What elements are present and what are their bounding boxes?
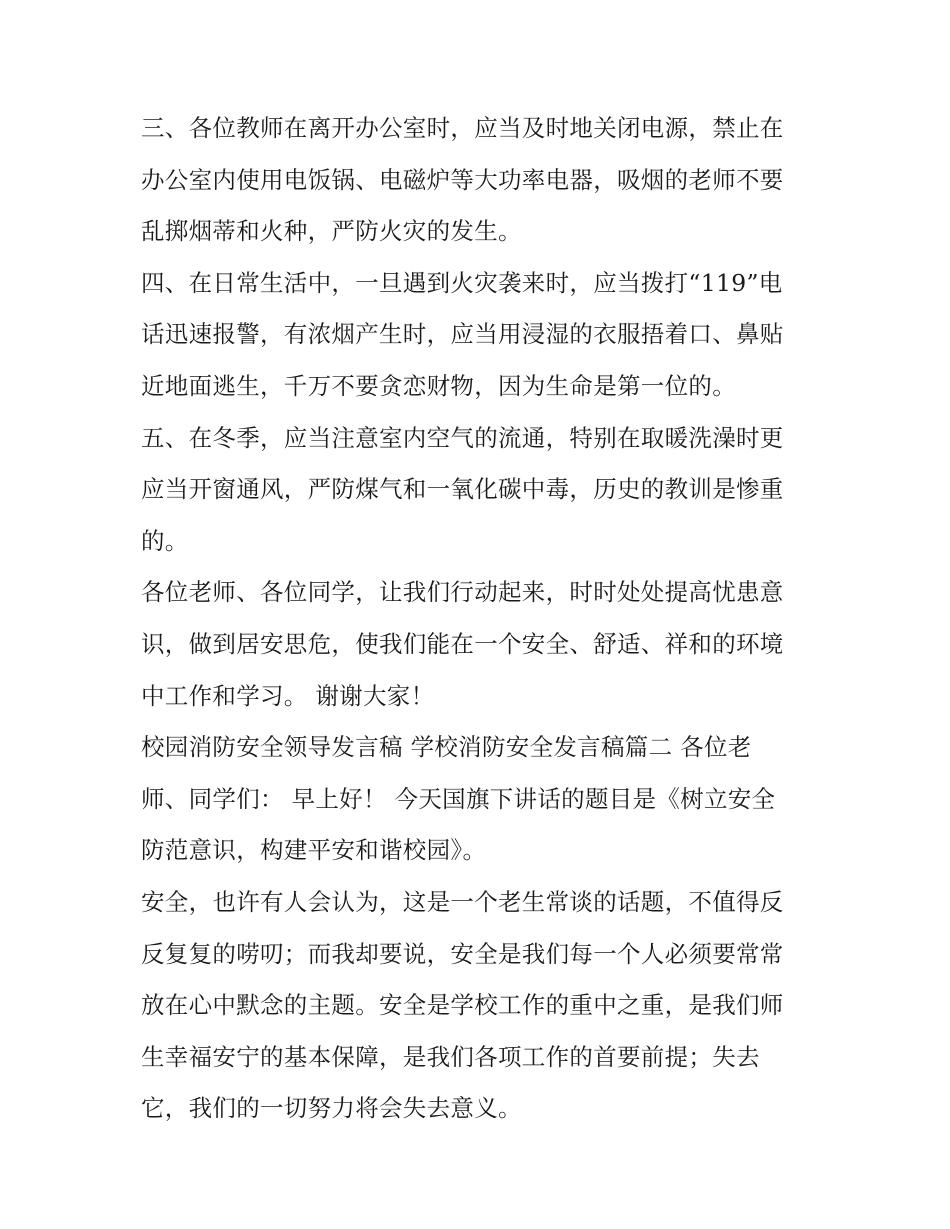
text-line: 话迅速报警，有浓烟产生时，应当用浸湿的衣服捂着口、鼻贴 — [141, 320, 784, 349]
text-line: 中工作和学习。 谢谢大家！ — [141, 681, 435, 710]
text-line: 四、在日常生活中，一旦遇到火灾袭来时，应当拨打“119”电 — [141, 268, 783, 297]
text-line: 它，我们的一切努力将会失去意义。 — [141, 1094, 522, 1123]
text-line: 办公室内使用电饭锅、电磁炉等大功率电器，吸烟的老师不要 — [141, 165, 784, 194]
text-line: 师、同学们： 早上好！ 今天国旗下讲话的题目是《树立安全 — [141, 784, 776, 813]
document-body — [141, 103, 821, 1135]
text-line: 近地面逃生，千万不要贪恋财物，因为生命是第一位的。 — [141, 371, 736, 400]
text-line: 应当开窗通风，严防煤气和一氧化碳中毒，历史的教训是惨重 — [141, 475, 784, 504]
text-line: 生幸福安宁的基本保障，是我们各项工作的首要前提；失去 — [141, 1042, 760, 1071]
text-line: 的。 — [141, 526, 189, 555]
text-line: 识，做到居安思危，使我们能在一个安全、舒适、祥和的环境 — [141, 629, 784, 658]
text-line: 反复复的唠叨；而我却要说，安全是我们每一个人必须要常常 — [141, 939, 784, 968]
text-line: 乱掷烟蒂和火种，严防火灾的发生。 — [141, 217, 522, 246]
text-line: 各位老师、各位同学，让我们行动起来，时时处处提高忧患意 — [141, 578, 784, 607]
text-line: 放在心中默念的主题。安全是学校工作的重中之重，是我们师 — [141, 991, 784, 1020]
text-line: 安全，也许有人会认为，这是一个老生常谈的话题，不值得反 — [141, 887, 784, 916]
text-line: 防范意识，构建平安和谐校园》。 — [141, 836, 487, 865]
text-line: 三、各位教师在离开办公室时，应当及时地关闭电源，禁止在 — [141, 114, 784, 142]
text-line: 校园消防安全领导发言稿 学校消防安全发言稿篇二 各位老 — [141, 733, 752, 762]
text-line: 五、在冬季，应当注意室内空气的流通，特别在取暖洗澡时更 — [141, 423, 784, 452]
